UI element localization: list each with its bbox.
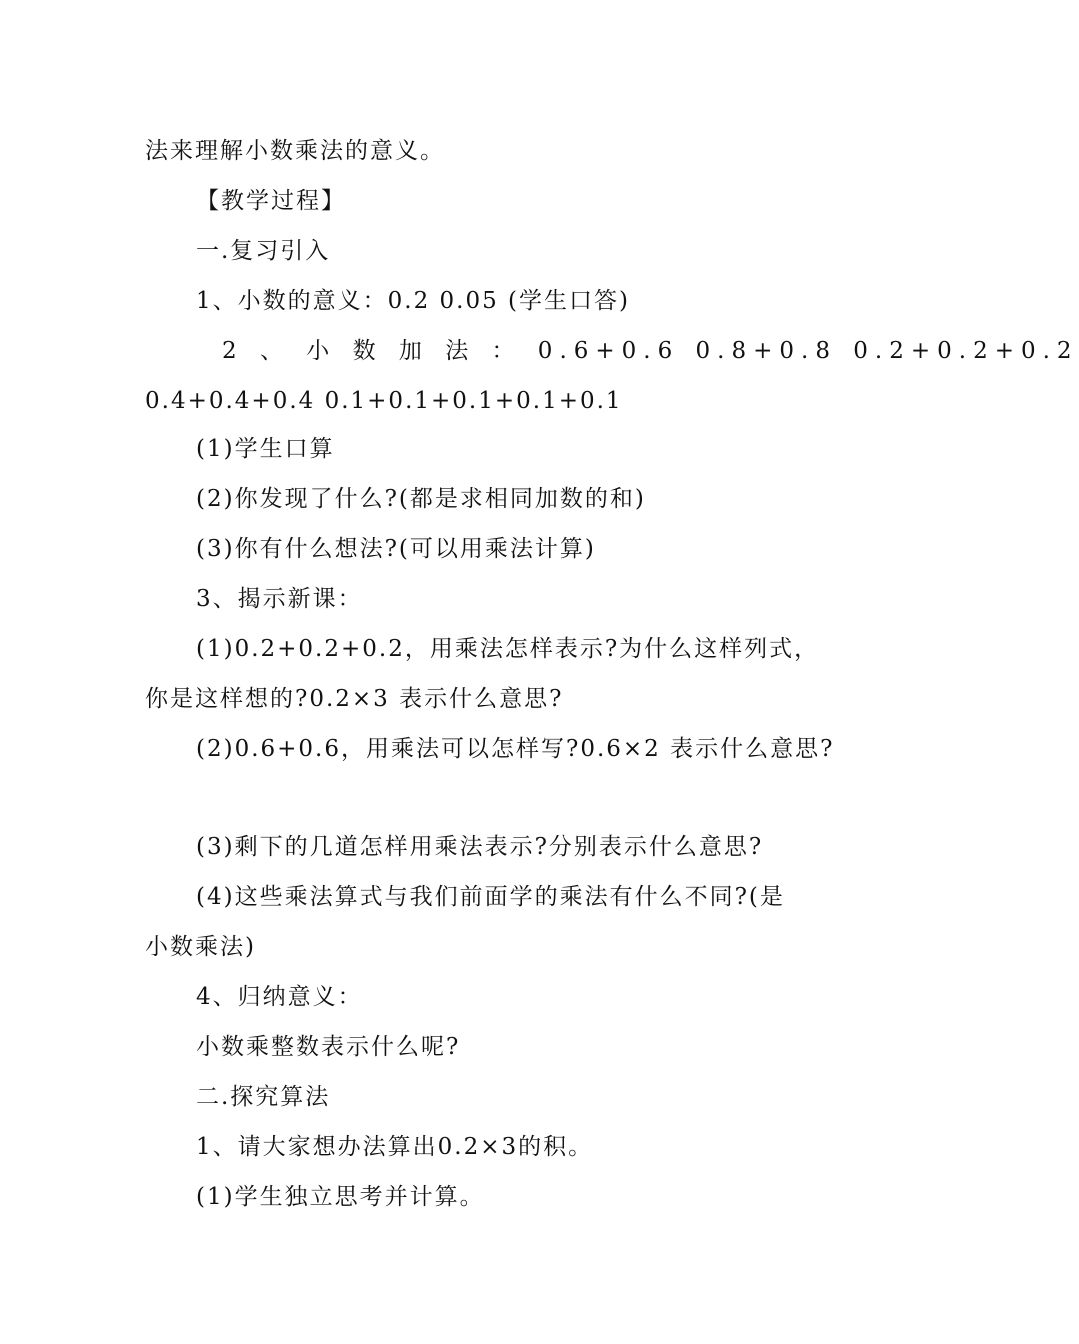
text-line: (2)你发现了什么?(都是求相同加数的和) — [196, 486, 646, 512]
text-line: (2)0.6+0.6，用乘法可以怎样写?0.6×2 表示什么意思? — [196, 736, 835, 762]
text-line: (3)剩下的几道怎样用乘法表示?分别表示什么意思? — [196, 834, 764, 860]
text-line: (1)学生独立思考并计算。 — [196, 1184, 485, 1210]
text-line: (1)学生口算 — [196, 436, 335, 462]
text-line: 法来理解小数乘法的意义。 — [145, 138, 445, 164]
section-heading: 二.探究算法 — [196, 1084, 331, 1110]
text-line: (3)你有什么想法?(可以用乘法计算) — [196, 536, 596, 562]
text-line: 小数乘整数表示什么呢? — [196, 1034, 461, 1060]
text-line: 3、揭示新课： — [196, 586, 363, 612]
section-heading: 【教学过程】 — [196, 188, 346, 214]
text-line: 0.4+0.4+0.4 0.1+0.1+0.1+0.1+0.1 — [145, 388, 623, 414]
text-line: 2 、 小 数 加 法 ： 0.6+0.6 0.8+0.8 0.2+0.2+0.2 — [222, 338, 1079, 364]
section-heading: 一.复习引入 — [196, 238, 331, 264]
text-line: 1、请大家想办法算出0.2×3的积。 — [196, 1134, 594, 1160]
text-line: 1、小数的意义：0.2 0.05 (学生口答) — [196, 288, 630, 314]
text-line: (1)0.2+0.2+0.2，用乘法怎样表示?为什么这样列式， — [196, 636, 820, 662]
text-line: 你是这样想的?0.2×3 表示什么意思? — [145, 686, 564, 712]
text-line: (4)这些乘法算式与我们前面学的乘法有什么不同?(是 — [196, 884, 785, 910]
text-line: 4、归纳意义： — [196, 984, 363, 1010]
text-line: 小数乘法) — [145, 934, 256, 960]
